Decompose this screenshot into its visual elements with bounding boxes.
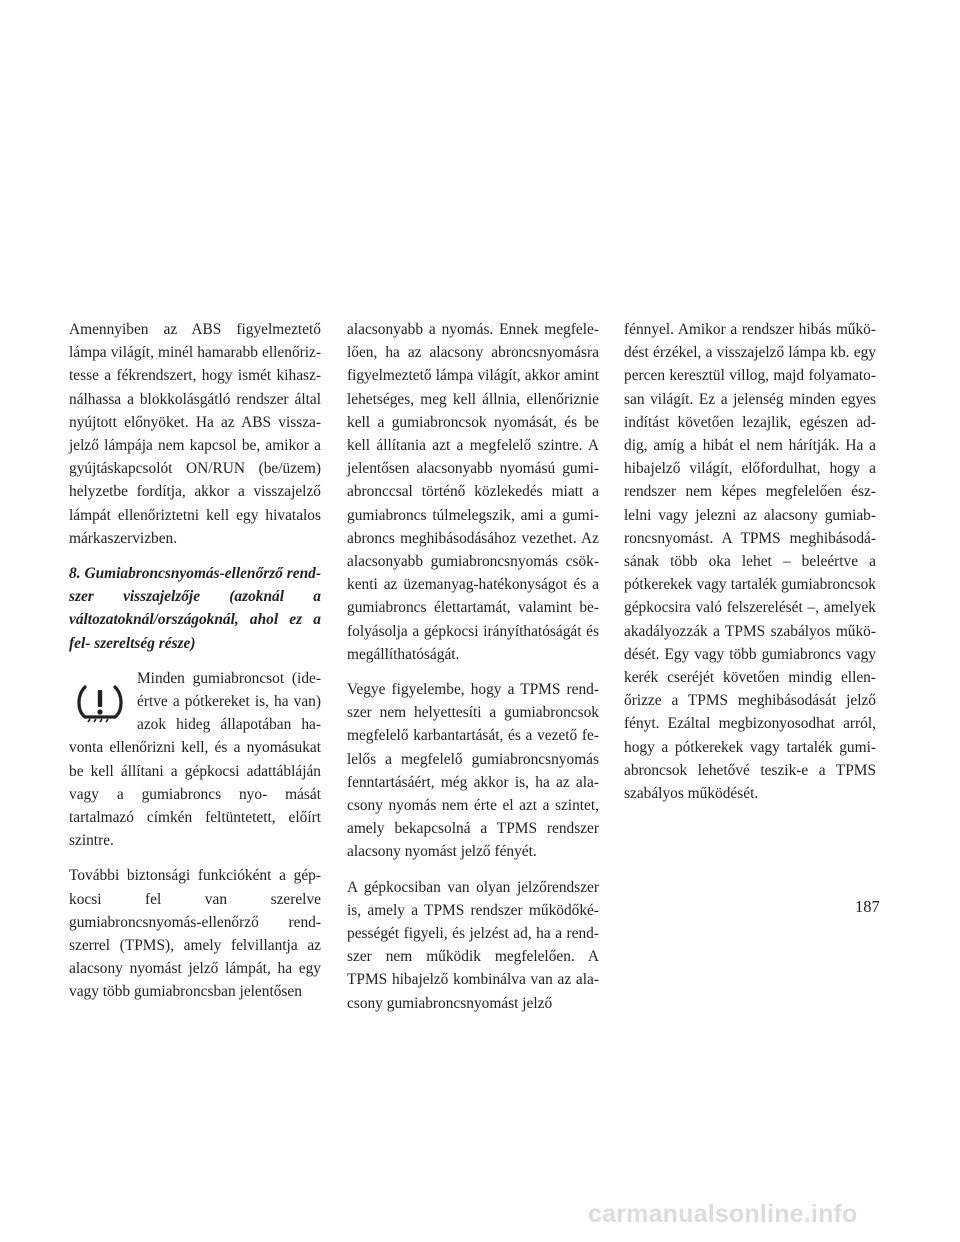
- malfunction-intro-paragraph: A gépkocsiban van olyan jelzőrendszer is, amely a TPMS rendszer működőké- pességét figyeli, és jelzést ad, ha a rend- szer nem működik megfelelően. A TPMS hibajelző kombinálva van az ala- csony gumiabroncsnyomást jelző: [347, 878, 599, 1012]
- malfunction-paragraph: fénnyel. Amikor a rendszer hibás műkö- dést érzékel, a visszajelző lámpa kb. egy percen keresztül villog, majd folyamato- san világít. Ez a jelenség minden egyes indítást követően lezajlik, egészen ad- dig, amíg a hibát el nem hárítják. Ha a hibajelző világít, előfordulhat, hogy a rendszer nem képes megfelelően ész- lelni vagy jelezni az alacsony gumiab- roncsnyomást. A TPMS meghibásodá- sának több oka lehet – beleértve a pótkerekek vagy tartalék gumiabroncsok gépkocsira való felszerelését –, amelyek akadályozzák a TPMS szabályos műkö- dését. Egy vagy több gumiabroncs vagy kerék cseréjét követően mindig ellen- őrizze a TPMS meghibásodását jelző fényt. Ezáltal megbizonyosodhat arról, hogy a pótkerekek vagy tartalék gumi- abroncsok lehetővé teszik-e a TPMS szabályos működését.: [624, 321, 876, 803]
- text-column-3: [624, 318, 876, 817]
- text-column-1: [69, 318, 321, 1016]
- tpms-warning-icon: [75, 681, 125, 727]
- abs-paragraph: Amennyiben az ABS figyelmeztető lámpa világít, minél hamarabb ellenőriz- tesse a fékrendszert, hogy ismét kihasz- nálhassa a blokkolásgátló rendszer által nyújtott előnyöket. Ha az ABS vissza- jelző lámpája nem kapcsol be, amikor a gyújtáskapcsolót ON/RUN (be/üzem) helyzetbe fordítja, akkor a visszajelző lámpát ellenőriztetni kell egy hivatalos márkaszervizben.: [69, 321, 321, 547]
- section-heading: 8. Gumiabroncsnyomás-ellenőrző rend- szer visszajelzője (azoknál a változatoknál/országoknál, ahol ez a fel- szereltség része): [69, 565, 321, 652]
- text-column-2: [347, 318, 599, 1027]
- tpms-check-paragraph: Minden gumiabroncsot (ide- értve a pótkereket is, ha van) azok hideg állapotában ha- vonta ellenőrizni kell, és a nyomásukat be kell állítani a gépkocsi adattábláján vagy a gumiabroncs nyo- mását tartalmazó címkén feltüntetett, előírt szintre.: [69, 669, 321, 850]
- tpms-intro-paragraph: További biztonsági funkcióként a gép- kocsi fel van szerelve gumiabroncsnyomás-ellenőrző rend- szerrel (TPMS), amely felvillantja az alacsony nyomást jelző lámpát, ha egy vagy több gumiabroncsban jelentősen: [69, 867, 321, 1001]
- low-pressure-paragraph: alacsonyabb a nyomás. Ennek megfele- lően, ha az alacsony abroncsnyomásra figyelmeztető lámpa világít, akkor amint lehetséges, meg kell állnia, ellenőriznie kell a gumiabroncsok nyomását, és be kell állítania azt a megfelelő szintre. A jelentősen alacsonyabb nyomású gumi- abronccsal történő közlekedés miatt a gumiabroncs túlmelegszik, ami a gumi- abroncs meghibásodásához vezethet. Az alacsonyabb gumiabroncsnyomás csök- kenti az üzemanyag-hatékonyságot és a gumiabroncs élettartamát, valamint be- folyásolja a gépkocsi irányíthatóságát és megállíthatóságát.: [347, 321, 599, 663]
- tpms-block: [69, 667, 321, 853]
- page-number: 187: [855, 897, 880, 916]
- watermark: carmanualsonline.info: [588, 1200, 858, 1228]
- maintenance-paragraph: Vegye figyelembe, hogy a TPMS rend- szer nem helyettesíti a gumiabroncsok megfelelő karbantartását, és a vezető fe- lelős a megfelelő gumiabroncsnyomás fenntartásáért, még akkor is, ha az ala- csony nyomás nem érte el azt a szintet, amely bekapcsolná a TPMS rendszer alacsony nyomást jelző fényét.: [347, 681, 599, 861]
